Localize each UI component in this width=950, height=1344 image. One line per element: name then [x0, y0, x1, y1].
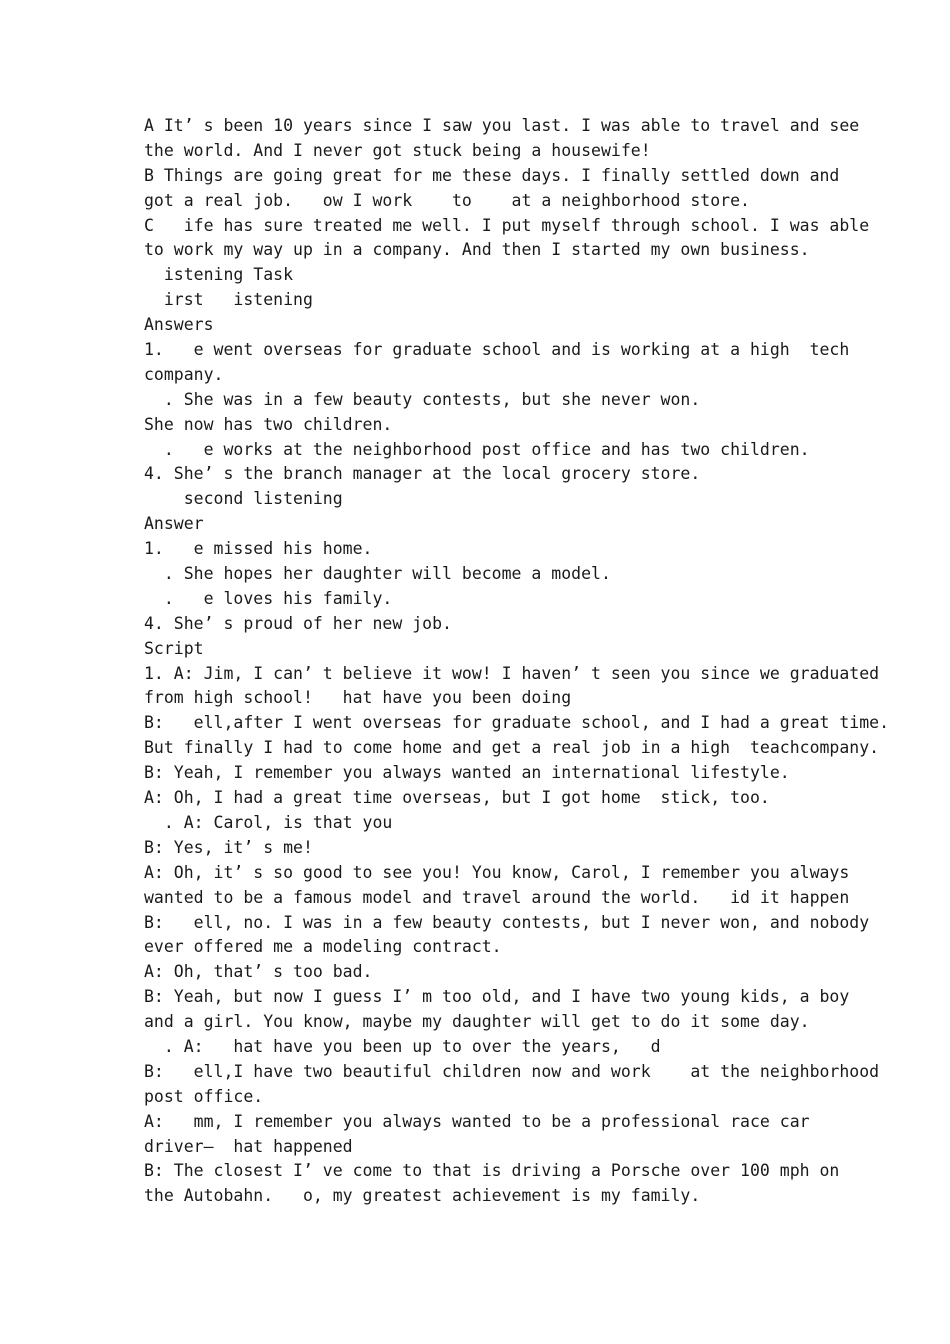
text-line: B: Yeah, but now I guess I’ m too old, and I have two young kids, a boy [144, 987, 850, 1007]
text-line: A: Oh, it’ s so good to see you! You know, Carol, I remember you always [144, 862, 850, 882]
text-line: . e loves his family. [144, 588, 393, 608]
text-line: ever offered me a modeling contract. [144, 937, 502, 957]
text-line: B Things are going great for me these days. I finally settled down and [144, 165, 840, 185]
text-line: istening Task [144, 265, 294, 285]
text-line: She now has two children. [144, 414, 393, 434]
text-line: and a girl. You know, maybe my daughter will get to do it some day. [144, 1012, 810, 1032]
text-line: got a real job. ow I work to at a neighborhood store. [144, 190, 750, 210]
text-line: . She was in a few beauty contests, but she never won. [144, 389, 701, 409]
text-line: the world. And I never got stuck being a housewife! [144, 140, 651, 160]
text-line: irst istening [144, 290, 313, 310]
text-line: . She hopes her daughter will become a model. [144, 564, 611, 584]
text-line: B: The closest I’ ve come to that is driving a Porsche over 100 mph on [144, 1161, 840, 1181]
text-line: 4. She’ s proud of her new job. [144, 613, 452, 633]
text-line: But finally I had to come home and get a real job in a high teachcompany. [144, 738, 880, 758]
text-line: Answer [144, 514, 204, 534]
text-line: A: Oh, I had a great time overseas, but I got home stick, too. [144, 788, 770, 808]
text-line: to work my way up in a company. And then I started my own business. [144, 240, 810, 260]
text-line: second listening [144, 489, 343, 509]
text-line: A It’ s been 10 years since I saw you last. I was able to travel and see [144, 116, 860, 135]
document-body [144, 114, 890, 1209]
text-line: B: ell,I have two beautiful children now and work at the neighborhood [144, 1061, 880, 1081]
text-line: . e works at the neighborhood post office and has two children. [144, 439, 810, 459]
text-line: 1. e missed his home. [144, 539, 373, 559]
text-line: post office. [144, 1086, 264, 1106]
text-line: B: ell, no. I was in a few beauty contests, but I never won, and nobody [144, 912, 870, 932]
text-line: A: Oh, that’ s too bad. [144, 962, 373, 982]
text-line: . A: Carol, is that you [144, 812, 393, 832]
text-line: the Autobahn. o, my greatest achievement is my family. [144, 1186, 701, 1206]
text-line: from high school! hat have you been doing [144, 688, 572, 708]
text-line: A: mm, I remember you always wanted to be a professional race car [144, 1111, 810, 1131]
text-line: wanted to be a famous model and travel around the world. id it happen [144, 887, 850, 907]
text-line: driver— hat happened [144, 1136, 353, 1156]
text-line: 1. e went overseas for graduate school and is working at a high tech [144, 340, 850, 360]
text-line: Answers [144, 315, 214, 335]
text-line: company. [144, 364, 224, 384]
text-line: B: ell,after I went overseas for graduate school, and I had a great time. [144, 713, 890, 733]
text-line: . A: hat have you been up to over the years, d [144, 1036, 661, 1056]
text-line: B: Yes, it’ s me! [144, 837, 313, 857]
text-line: Script [144, 638, 204, 658]
text-line: C ife has sure treated me well. I put myself through school. I was able [144, 215, 870, 235]
text-line: 4. She’ s the branch manager at the local grocery store. [144, 464, 701, 484]
text-line: B: Yeah, I remember you always wanted an international lifestyle. [144, 763, 790, 783]
text-line: 1. A: Jim, I can’ t believe it wow! I haven’ t seen you since we graduated [144, 663, 880, 683]
